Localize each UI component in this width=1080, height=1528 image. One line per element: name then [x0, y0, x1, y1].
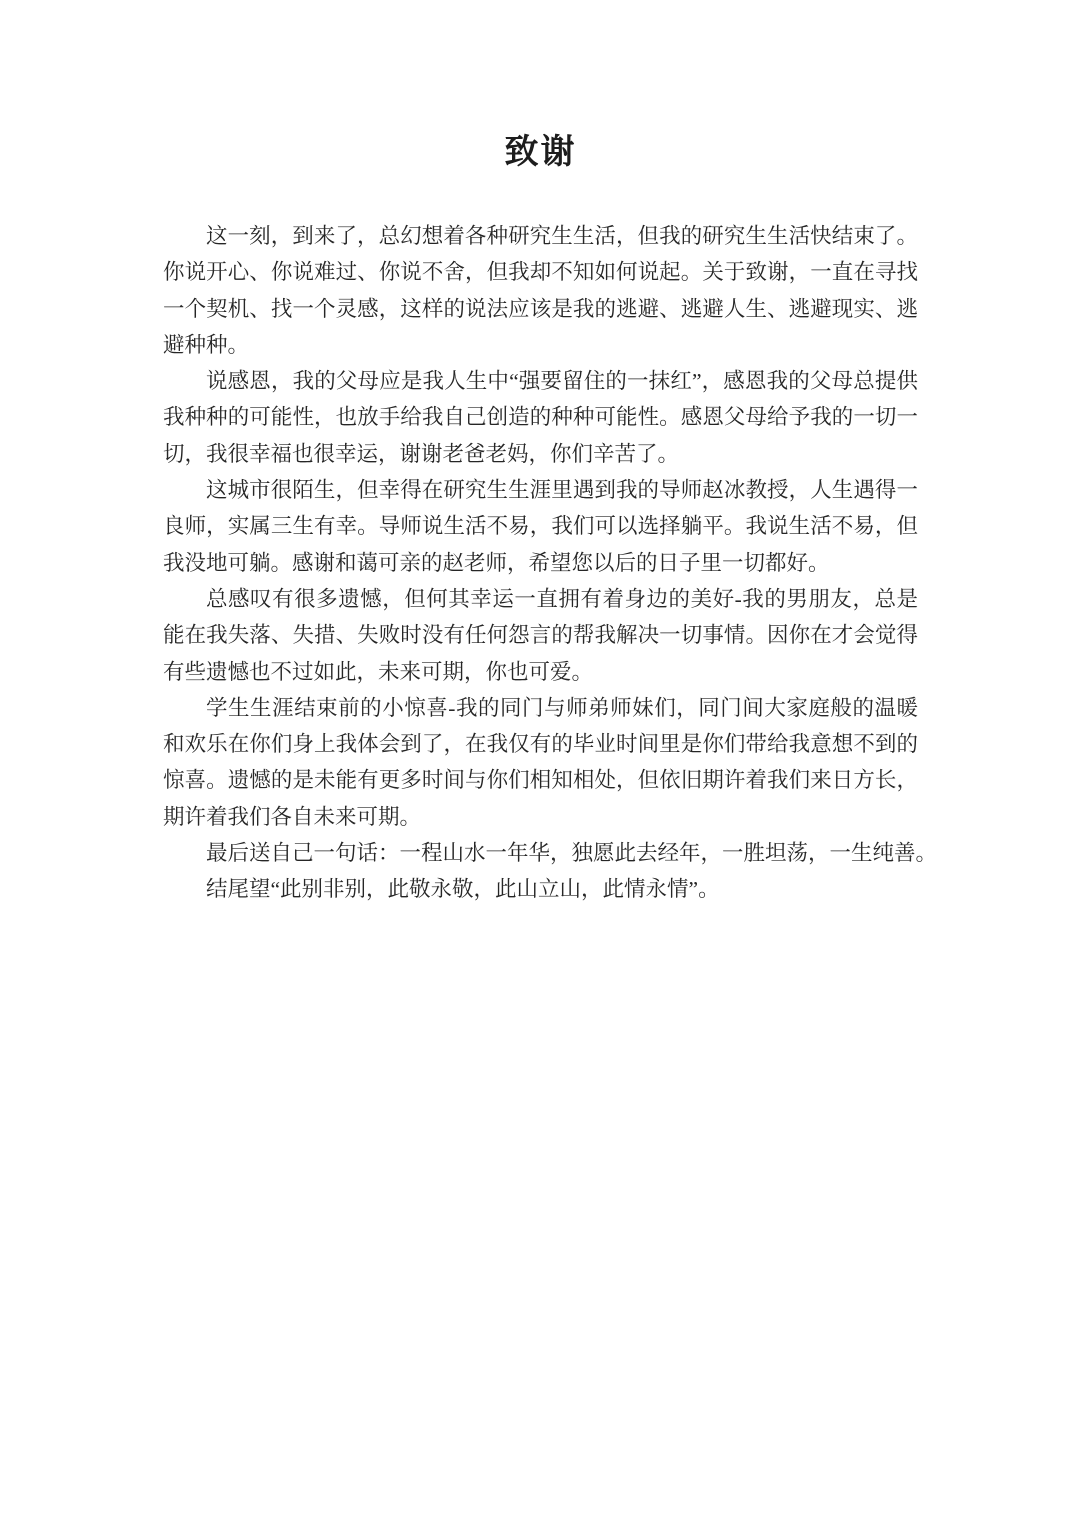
paragraph-3: 这城市很陌生，但幸得在研究生生涯里遇到我的导师赵冰教授，人生遇得一良师，实属三生有幸。导师说生活不易，我们可以选择躺平。我说生活不易，但我没地可躺。感谢和蔼可亲的赵老师，希望您以后的日子里一切都好。	[163, 478, 918, 575]
paragraph-1: 这一刻，到来了，总幻想着各种研究生生活，但我的研究生生活快结束了。你说开心、你说难过、你说不舍，但我却不知如何说起。关于致谢，一直在寻找一个契机、找一个灵感，这样的说法应该是我的逃避、逃避人生、逃避现实、逃避种种。	[163, 224, 918, 357]
paragraph-2: 说感恩，我的父母应是我人生中“强要留住的一抹红”，感恩我的父母总提供我种种的可能性，也放手给我自己创造的种种可能性。感恩父母给予我的一切一切，我很幸福也很幸运，谢谢老爸老妈，你们辛苦了。	[163, 369, 918, 466]
page-title: 致谢	[504, 133, 577, 171]
paragraph-4: 总感叹有很多遗憾，但何其幸运一直拥有着身边的美好-我的男朋友，总是能在我失落、失措、失败时没有任何怨言的帮我解决一切事情。因你在才会觉得有些遗憾也不过如此，未来可期，你也可爱。	[163, 586, 918, 684]
paragraph-5: 学生生涯结束前的小惊喜-我的同门与师弟师妹们，同门间大家庭般的温暖和欢乐在你们身上我体会到了，在我仅有的毕业时间里是你们带给我意想不到的惊喜。遗憾的是未能有更多时间与你们相知相处，但依旧期许着我们来日方长，期许着我们各自未来可期。	[163, 695, 918, 829]
acknowledgement-body	[163, 218, 938, 908]
paragraph-7: 结尾望“此别非别，此敬永敬，此山立山，此情永情”。	[206, 877, 720, 902]
paragraph-6: 最后送自己一句话：一程山水一年华，独愿此去经年，一胜坦荡，一生纯善。	[206, 841, 938, 866]
